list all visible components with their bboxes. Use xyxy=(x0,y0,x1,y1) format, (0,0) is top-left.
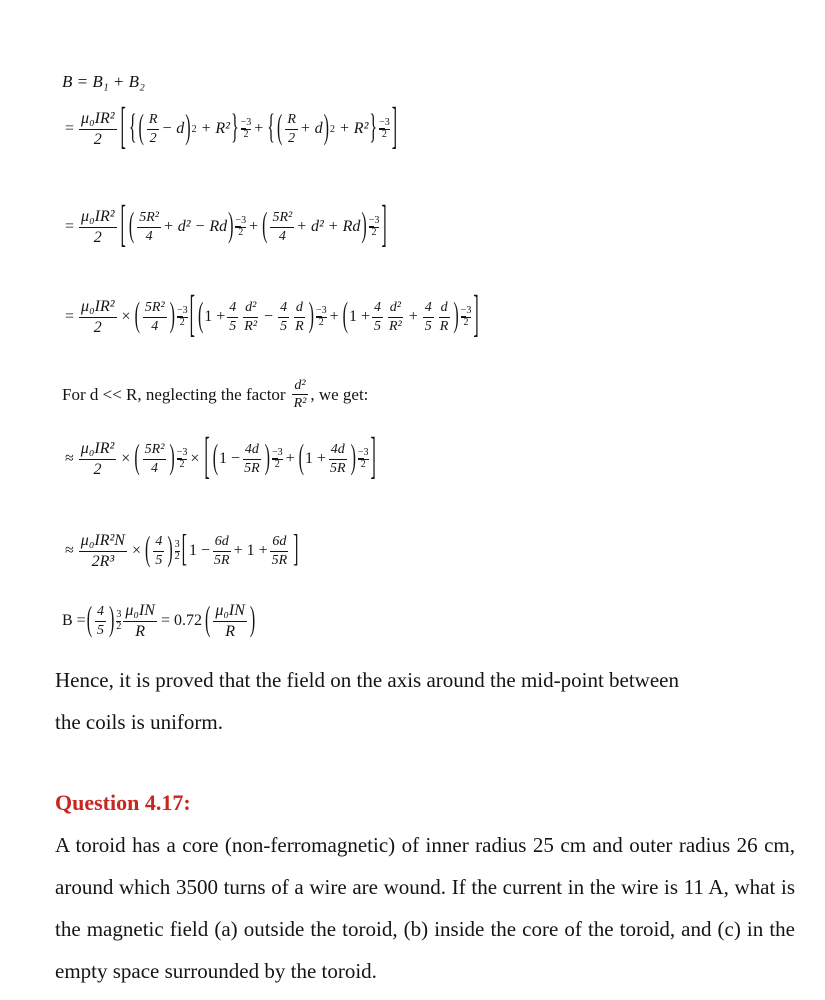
question-text: A toroid has a core (non-ferromagnetic) of inner radius 25 cm and outer radius 26 cm, around which 3500 turns of a wire are wound. If the current in the wire is 11 A, what is the magnetic field (a) outside the toroid, (b) inside the core of the toroid, and (c) in the empty space surrounded by the toroid. xyxy=(55,833,795,983)
conclusion-line-2: the coils is uniform. xyxy=(55,710,223,734)
equation-step-2: = $\frac{\text{μ₀IR²}}{2}$ [ ( $\frac{\text{5R²}}{4}$ + d² − Rd ) $\frac{-3}{2}$ + ( $\frac{\text{5R²}}{4}$ + d² + Rd ) $\frac{-3}{2}$ ] xyxy=(65,198,387,253)
approximation-note: For d << R, neglecting the factor $\frac{\text{d²}}{\text{R²}}$ , we get: xyxy=(62,378,369,412)
equation-step-3: = $\frac{\text{μ₀IR²}}{2}$ × ( $\frac{\text{5R²}}{4}$ ) $\frac{-3}{2}$ [ ( 1 + $\frac{4}{5}$ $\frac{\text{d²}}{\text{R²}}$ − $\frac{4}{5}$ $\frac{d}{R}$ ) $\frac{-3}{2}$ + ( 1 + $\frac{4}{5}$ $\frac{\text{d²}}{\text{R²}}$ + $\frac{4}{5}$ $\frac{d}{R}$ ) $\frac{-3}{2}$ ] xyxy=(65,288,479,343)
prefactor: $\frac{\text{μ₀IR²}}{2}$ xyxy=(81,110,115,148)
equation-step-1: = $\frac{\text{μ₀IR²}}{2}$ [ { ( $\frac{R}{2}$ − d ) 2 + R² } $\frac{-3}{2}$ + { ( $\frac{R}{2}$ + d ) 2 + R² } $\frac{-3}{2}$ ] xyxy=(65,100,398,155)
question-heading: Question 4.17: xyxy=(55,790,191,815)
equation-step-5: ≈ $\frac{\text{μ₀IR²N}}{\text{2R³}}$ × ( $\frac{4}{5}$ ) $\frac{3}{2}$ [ 1 − $\frac{6d}{5R}$ + 1 + $\frac{6d}{5R}$ ] xyxy=(65,529,299,571)
equation-sum: B = B₁ + B₂ xyxy=(62,72,145,91)
conclusion-line-1: Hence, it is proved that the field on the axis around the mid-point between xyxy=(55,668,679,692)
equation-step-4: ≈ $\frac{\text{μ₀IR²}}{2}$ × ( $\frac{\text{5R²}}{4}$ ) $\frac{-3}{2}$ × [ ( 1 − $\frac{4d}{5R}$ ) $\frac{-3}{2}$ + ( 1 + $\frac{4d}{5R}$ ) $\frac{-3}{2}$ ] xyxy=(65,430,376,485)
final-result: B = ( $\frac{4}{5}$ ) $\frac{3}{2}$ $\frac{\text{μ₀IN}}{R}$ = 0.72 ( $\frac{\text{μ₀IN}}{R}$ ) xyxy=(62,601,256,640)
